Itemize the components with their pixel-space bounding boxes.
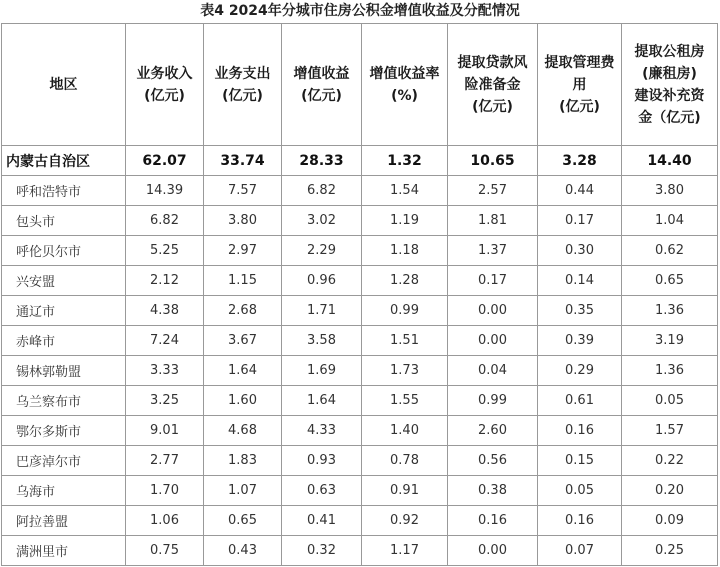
value-cell: 2.29	[282, 236, 362, 266]
column-header-line: 金（亿元)	[638, 109, 701, 126]
table-row	[2, 446, 718, 476]
value-cell: 1.40	[362, 416, 448, 446]
value-cell: 0.30	[538, 236, 622, 266]
value-cell: 0.16	[538, 416, 622, 446]
value-cell: 0.61	[538, 386, 622, 416]
region-cell: 阿拉善盟	[2, 506, 126, 536]
table-row	[2, 476, 718, 506]
table-row	[2, 206, 718, 236]
value-cell: 0.17	[448, 266, 538, 296]
region-cell: 赤峰市	[2, 326, 126, 356]
table-header-row	[2, 24, 718, 146]
value-cell: 0.99	[448, 386, 538, 416]
table-row	[2, 266, 718, 296]
value-cell: 1.64	[282, 386, 362, 416]
value-cell: 0.09	[622, 506, 718, 536]
column-header	[362, 24, 448, 146]
value-cell: 1.69	[282, 356, 362, 386]
value-cell: 1.17	[362, 536, 448, 566]
value-cell: 1.83	[204, 446, 282, 476]
value-cell: 0.93	[282, 446, 362, 476]
value-cell: 1.37	[448, 236, 538, 266]
column-header-line: 地区	[49, 76, 78, 93]
column-header	[448, 24, 538, 146]
value-cell: 3.58	[282, 326, 362, 356]
value-cell: 7.57	[204, 176, 282, 206]
value-cell: 5.25	[126, 236, 204, 266]
value-cell: 0.20	[622, 476, 718, 506]
value-cell: 0.65	[204, 506, 282, 536]
value-cell: 2.12	[126, 266, 204, 296]
value-cell: 62.07	[126, 146, 204, 176]
value-cell: 3.67	[204, 326, 282, 356]
region-cell: 通辽市	[2, 296, 126, 326]
value-cell: 0.56	[448, 446, 538, 476]
column-header	[622, 24, 718, 146]
value-cell: 1.06	[126, 506, 204, 536]
column-header	[126, 24, 204, 146]
value-cell: 0.07	[538, 536, 622, 566]
value-cell: 0.63	[282, 476, 362, 506]
column-header-line: (亿元)	[472, 98, 513, 115]
value-cell: 1.19	[362, 206, 448, 236]
value-cell: 4.38	[126, 296, 204, 326]
value-cell: 0.38	[448, 476, 538, 506]
value-cell: 1.64	[204, 356, 282, 386]
table-row	[2, 416, 718, 446]
value-cell: 0.05	[622, 386, 718, 416]
value-cell: 28.33	[282, 146, 362, 176]
column-header-line: (亿元)	[144, 87, 185, 104]
table-title: 表4 2024年分城市住房公积金增值收益及分配情况	[200, 3, 520, 19]
value-cell: 0.62	[622, 236, 718, 266]
region-cell: 巴彦淖尔市	[2, 446, 126, 476]
value-cell: 1.32	[362, 146, 448, 176]
value-cell: 6.82	[282, 176, 362, 206]
value-cell: 0.78	[362, 446, 448, 476]
value-cell: 0.92	[362, 506, 448, 536]
value-cell: 1.57	[622, 416, 718, 446]
value-cell: 1.71	[282, 296, 362, 326]
total-row	[2, 146, 718, 176]
value-cell: 1.36	[622, 296, 718, 326]
region-cell: 内蒙古自治区	[2, 146, 126, 176]
region-cell: 鄂尔多斯市	[2, 416, 126, 446]
column-header	[282, 24, 362, 146]
column-header-line: 提取贷款风	[457, 54, 528, 71]
column-header-line: 提取公租房	[634, 43, 705, 60]
value-cell: 14.39	[126, 176, 204, 206]
value-cell: 1.70	[126, 476, 204, 506]
value-cell: 9.01	[126, 416, 204, 446]
region-cell: 乌兰察布市	[2, 386, 126, 416]
table-row	[2, 506, 718, 536]
value-cell: 0.75	[126, 536, 204, 566]
column-header-line: 业务收入	[136, 65, 193, 82]
value-cell: 2.68	[204, 296, 282, 326]
value-cell: 1.51	[362, 326, 448, 356]
value-cell: 1.60	[204, 386, 282, 416]
column-header	[2, 24, 126, 146]
value-cell: 1.55	[362, 386, 448, 416]
value-cell: 1.04	[622, 206, 718, 236]
value-cell: 0.91	[362, 476, 448, 506]
value-cell: 0.25	[622, 536, 718, 566]
value-cell: 10.65	[448, 146, 538, 176]
column-header-line: 用	[572, 76, 587, 93]
region-cell: 兴安盟	[2, 266, 126, 296]
value-cell: 3.02	[282, 206, 362, 236]
value-cell: 3.25	[126, 386, 204, 416]
column-header-line: 提取管理费	[544, 54, 615, 71]
region-cell: 呼伦贝尔市	[2, 236, 126, 266]
value-cell: 0.39	[538, 326, 622, 356]
column-header	[538, 24, 622, 146]
value-cell: 1.36	[622, 356, 718, 386]
value-cell: 0.15	[538, 446, 622, 476]
region-cell: 包头市	[2, 206, 126, 236]
value-cell: 0.35	[538, 296, 622, 326]
value-cell: 0.22	[622, 446, 718, 476]
column-header-line: (亿元)	[222, 87, 263, 104]
value-cell: 0.16	[538, 506, 622, 536]
value-cell: 0.16	[448, 506, 538, 536]
value-cell: 3.33	[126, 356, 204, 386]
region-cell: 锡林郭勒盟	[2, 356, 126, 386]
value-cell: 2.57	[448, 176, 538, 206]
value-cell: 14.40	[622, 146, 718, 176]
value-cell: 1.54	[362, 176, 448, 206]
value-cell: 0.00	[448, 326, 538, 356]
value-cell: 0.43	[204, 536, 282, 566]
column-header-line: 险准备金	[464, 76, 521, 93]
value-cell: 33.74	[204, 146, 282, 176]
value-cell: 2.77	[126, 446, 204, 476]
value-cell: 4.68	[204, 416, 282, 446]
value-cell: 4.33	[282, 416, 362, 446]
table-row	[2, 176, 718, 206]
value-cell: 6.82	[126, 206, 204, 236]
value-cell: 3.80	[204, 206, 282, 236]
value-cell: 1.07	[204, 476, 282, 506]
value-cell: 3.80	[622, 176, 718, 206]
value-cell: 3.19	[622, 326, 718, 356]
table-body	[2, 146, 718, 566]
value-cell: 1.15	[204, 266, 282, 296]
value-cell: 0.65	[622, 266, 718, 296]
value-cell: 1.73	[362, 356, 448, 386]
value-cell: 7.24	[126, 326, 204, 356]
value-cell: 0.41	[282, 506, 362, 536]
column-header-line: 建设补充资	[634, 87, 705, 104]
table-row	[2, 386, 718, 416]
region-cell: 满洲里市	[2, 536, 126, 566]
region-cell: 乌海市	[2, 476, 126, 506]
table-row	[2, 236, 718, 266]
table-row	[2, 296, 718, 326]
column-header-line: 业务支出	[214, 65, 271, 82]
table-row	[2, 536, 718, 566]
column-header-line: 增值收益率	[369, 65, 440, 82]
value-cell: 0.96	[282, 266, 362, 296]
table-row	[2, 326, 718, 356]
column-header-line: (%)	[391, 87, 418, 104]
value-cell: 2.60	[448, 416, 538, 446]
value-cell: 0.44	[538, 176, 622, 206]
value-cell: 0.00	[448, 296, 538, 326]
value-cell: 0.04	[448, 356, 538, 386]
value-cell: 3.28	[538, 146, 622, 176]
column-header-line: (亿元)	[301, 87, 342, 104]
table-row	[2, 356, 718, 386]
region-cell: 呼和浩特市	[2, 176, 126, 206]
value-cell: 0.05	[538, 476, 622, 506]
column-header-line: 增值收益	[293, 65, 350, 82]
value-cell: 0.00	[448, 536, 538, 566]
value-cell: 0.29	[538, 356, 622, 386]
value-cell: 2.97	[204, 236, 282, 266]
column-header-line: (廉租房)	[642, 65, 697, 82]
value-cell: 0.99	[362, 296, 448, 326]
value-cell: 0.14	[538, 266, 622, 296]
value-cell: 1.28	[362, 266, 448, 296]
value-cell: 0.17	[538, 206, 622, 236]
value-cell: 1.18	[362, 236, 448, 266]
value-cell: 1.81	[448, 206, 538, 236]
column-header	[204, 24, 282, 146]
value-cell: 0.32	[282, 536, 362, 566]
housing-fund-table	[1, 23, 718, 566]
column-header-line: (亿元)	[559, 98, 600, 115]
